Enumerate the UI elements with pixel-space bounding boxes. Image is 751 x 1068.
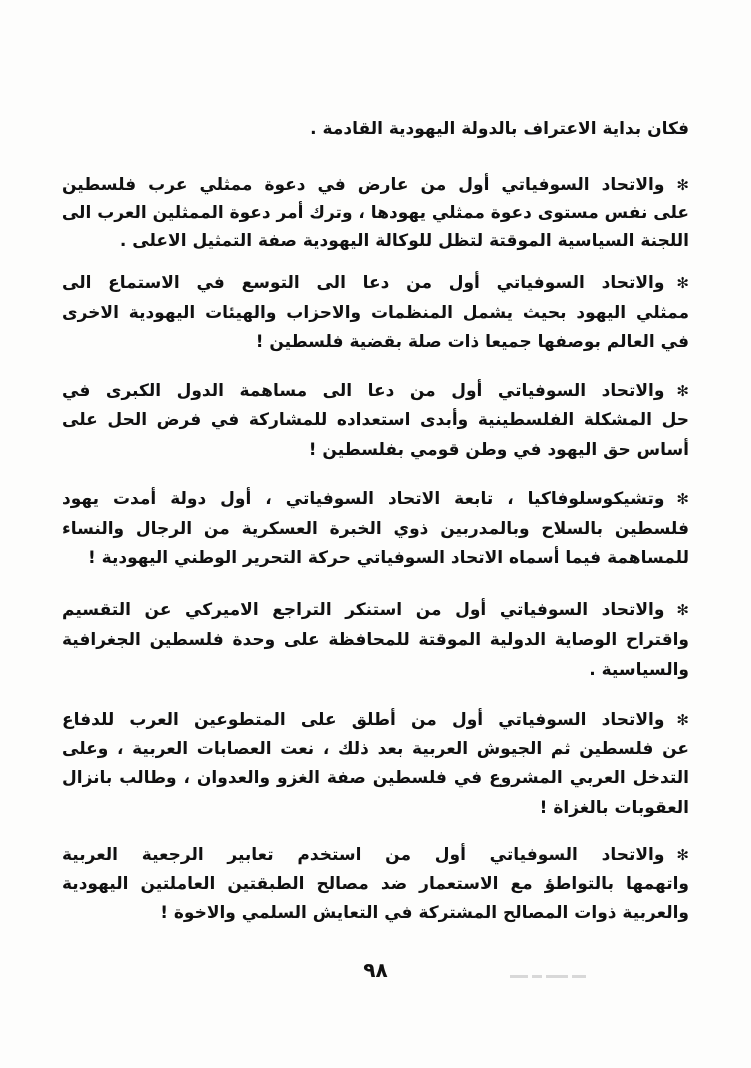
paragraph-1-line-1: ✻والاتحاد السوفياتي أول من عارض في دعوة ممثلي عرب فلسطين [62,170,689,200]
paragraph-2-line-1: ✻والاتحاد السوفياتي أول من دعا الى التوسع في الاستماع الى [62,268,689,298]
paragraph-5-line-1: ✻والاتحاد السوفياتي أول من استنكر التراجع الاميركي عن التقسيم [62,595,689,625]
paragraph-6-line-2: عن فلسطين ثم الجيوش العربية بعد ذلك ، نعت العصابات العربية ، وعلى [62,739,689,759]
paragraph-2-line-2: ممثلي اليهود بحيث يشمل المنظمات والاحزاب والهيئات اليهودية الاخرى [62,303,689,323]
paragraph-3-line-2: حل المشكلة الفلسطينية وأبدى استعداده للمشاركة في فرض الحل على [62,410,689,430]
paragraph-6-line-4: العقوبات بالغزاة ! [539,798,689,818]
paragraph-4-line-1: ✻وتشيكوسلوفاكيا ، تابعة الاتحاد السوفياتي ، أول دولة أمدت يهود [62,484,689,514]
asterisk-bullet-icon: ✻ [676,490,689,508]
paragraph-6-line-3: التدخل العربي المشروع في فلسطين صفة الغزو والعدوان ، وطالب بانزال [62,768,689,788]
faint-scan-mark [510,966,600,980]
paragraph-1-line-3: اللجنة السياسية الموقتة لتظل للوكالة اليهودية صفة التمثيل الاعلى . [119,231,689,251]
paragraph-7-line-2: واتهمها بالتواطؤ مع الاستعمار ضد مصالح الطبقتين العاملتين اليهودية [62,874,689,894]
asterisk-bullet-icon: ✻ [676,382,689,400]
asterisk-bullet-icon: ✻ [676,846,689,864]
paragraph-3-line-1: ✻والاتحاد السوفياتي أول من دعا الى مساهمة الدول الكبرى في [62,376,689,406]
paragraph-6-line-1: ✻والاتحاد السوفياتي أول من أطلق على المتطوعين العرب للدفاع [62,705,689,735]
paragraph-1-line-2: على نفس مستوى دعوة ممثلي يهودها ، وترك أمر دعوة الممثلين العرب الى [62,203,689,223]
paragraph-7-line-3: والعربية ذوات المصالح المشتركة في التعايش السلمي والاخوة ! [160,903,689,923]
asterisk-bullet-icon: ✻ [676,711,689,729]
page-number: ٩٨ [363,958,388,982]
paragraph-5-line-2: واقتراح الوصاية الدولية الموقتة للمحافظة على وحدة فلسطين الجغرافية [62,630,689,650]
asterisk-bullet-icon: ✻ [676,274,689,292]
asterisk-bullet-icon: ✻ [676,601,689,619]
asterisk-bullet-icon: ✻ [676,176,689,194]
paragraph-2-line-3: في العالم بوصفها جميعا ذات صلة بقضية فلسطين ! [255,332,689,352]
paragraph-7-line-1: ✻والاتحاد السوفياتي أول من استخدم تعابير الرجعية العربية [62,840,689,870]
paragraph-4-line-2: فلسطين بالسلاح وبالمدربين ذوي الخبرة العسكرية من الرجال والنساء [62,519,689,539]
paragraph-5-line-3: والسياسية . [589,660,689,680]
intro-line: فكان بداية الاعتراف بالدولة اليهودية القادمة . [310,119,689,139]
paragraph-3-line-3: أساس حق اليهود في وطن قومي بفلسطين ! [308,440,689,460]
paragraph-4-line-3: للمساهمة فيما أسماه الاتحاد السوفياتي حركة التحرير الوطني اليهودية ! [88,548,689,568]
